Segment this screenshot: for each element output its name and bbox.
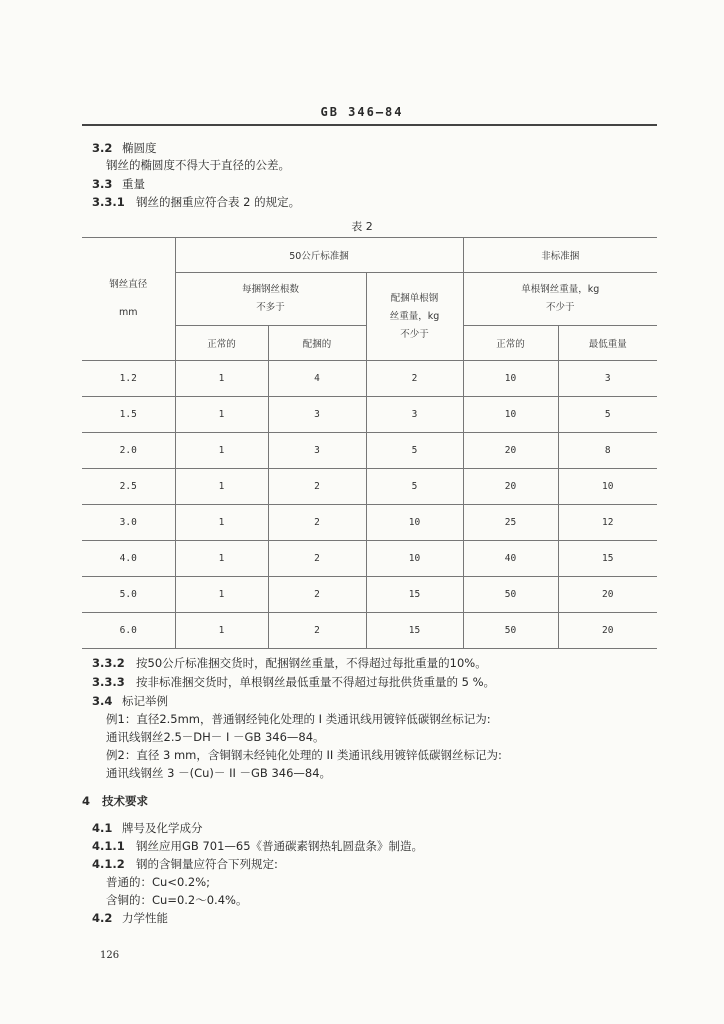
cell: 1	[175, 361, 268, 397]
section-3-3-heading	[92, 176, 145, 192]
cell-diameter: 4.0	[82, 541, 175, 577]
section-number: 4.1	[92, 821, 113, 835]
cell: 1	[175, 433, 268, 469]
cell: 8	[558, 433, 657, 469]
cell: 12	[558, 505, 657, 541]
section-title: 技术要求	[102, 794, 148, 808]
cell: 3	[268, 397, 366, 433]
cell: 20	[558, 613, 657, 649]
section-3-2-text: 钢丝的椭圆度不得大于直径的公差。	[106, 158, 290, 172]
example-1-mark: 通讯线钢丝2.5－DH－ I －GB 346—84。	[106, 730, 325, 744]
cell: 2	[366, 361, 463, 397]
section-3-3-1	[92, 194, 300, 210]
cell: 50	[463, 613, 558, 649]
cell: 15	[366, 613, 463, 649]
cell-diameter: 6.0	[82, 613, 175, 649]
section-text: 钢丝的捆重应符合表 2 的规定。	[136, 195, 301, 209]
cell: 1	[175, 577, 268, 613]
header-diameter: 钢丝直径 mm	[82, 238, 175, 361]
cell: 10	[366, 541, 463, 577]
table-caption: 表 2	[351, 220, 373, 233]
cell: 2	[268, 541, 366, 577]
section-3-3-3	[92, 674, 495, 690]
section-number: 4.2	[92, 911, 113, 925]
section-number: 4.1.1	[92, 839, 125, 853]
header-standard-coil: 50公斤标准捆	[175, 238, 463, 273]
cell-diameter: 1.2	[82, 361, 175, 397]
table-2	[82, 237, 657, 649]
cell: 10	[463, 397, 558, 433]
cell: 1	[175, 613, 268, 649]
section-text: 钢的含铜量应符合下列规定:	[136, 857, 278, 871]
table-row	[82, 433, 657, 469]
section-4-1-1	[92, 838, 423, 854]
section-number: 3.3.1	[92, 195, 125, 209]
cell: 10	[558, 469, 657, 505]
copper-item-2: 含铜的：Cu=0.2～0.4%。	[106, 893, 248, 907]
cell: 2	[268, 613, 366, 649]
table-row	[82, 541, 657, 577]
section-title: 重量	[122, 177, 145, 191]
cell: 1	[175, 469, 268, 505]
header-single-wire-weight-nonstd: 单根钢丝重量，kg 不少于	[463, 273, 657, 326]
cell: 40	[463, 541, 558, 577]
section-title: 椭圆度	[122, 141, 157, 155]
section-number: 3.3.3	[92, 675, 125, 689]
section-text: 钢丝应用GB 701—65《普通碳素钢热轧圆盘条》制造。	[136, 839, 424, 853]
cell: 5	[366, 433, 463, 469]
cell: 5	[366, 469, 463, 505]
example-2-mark: 通讯线钢丝 3 －(Cu)－ II －GB 346—84。	[106, 766, 332, 780]
cell: 5	[558, 397, 657, 433]
cell-diameter: 3.0	[82, 505, 175, 541]
section-4-heading	[82, 793, 148, 809]
section-number: 4.1.2	[92, 857, 125, 871]
section-number: 3.2	[92, 141, 113, 155]
section-number: 3.3	[92, 177, 113, 191]
cell: 50	[463, 577, 558, 613]
table-row	[82, 397, 657, 433]
cell-diameter: 2.0	[82, 433, 175, 469]
cell-diameter: 2.5	[82, 469, 175, 505]
header-single-wire-weight: 配捆单根钢 丝重量，kg 不少于	[366, 273, 463, 361]
section-title: 标记举例	[122, 694, 168, 708]
page-number: 126	[100, 950, 120, 961]
cell: 15	[366, 577, 463, 613]
header-min-weight: 最低重量	[558, 326, 657, 361]
header-wires-per-coil: 每捆钢丝根数 不多于	[175, 273, 366, 326]
section-3-3-2	[92, 655, 487, 671]
cell: 1	[175, 397, 268, 433]
header-nonstandard-coil: 非标准捆	[463, 238, 657, 273]
cell: 2	[268, 505, 366, 541]
section-title: 牌号及化学成分	[122, 821, 203, 835]
cell: 3	[268, 433, 366, 469]
table-row	[82, 469, 657, 505]
section-3-4-heading	[92, 693, 168, 709]
cell: 1	[175, 505, 268, 541]
cell: 1	[175, 541, 268, 577]
copper-item-1: 普通的：Cu<0.2%;	[106, 875, 211, 889]
cell-diameter: 1.5	[82, 397, 175, 433]
cell-diameter: 5.0	[82, 577, 175, 613]
section-number: 3.3.2	[92, 656, 125, 670]
header-matched: 配捆的	[268, 326, 366, 361]
cell: 2	[268, 469, 366, 505]
table-row	[82, 361, 657, 397]
example-1: 例1：直径2.5mm，普通钢经钝化处理的 I 类通讯线用镀锌低碳钢丝标记为:	[106, 712, 491, 726]
cell: 20	[463, 433, 558, 469]
cell: 15	[558, 541, 657, 577]
section-number: 4	[82, 794, 91, 808]
section-text: 按非标准捆交货时，单根钢丝最低重量不得超过每批供货重量的 5 %。	[136, 675, 496, 689]
section-number: 3.4	[92, 694, 113, 708]
header-rule	[82, 124, 657, 126]
header-normal: 正常的	[175, 326, 268, 361]
section-text: 按50公斤标准捆交货时，配捆钢丝重量，不得超过每批重量的10%。	[136, 656, 487, 670]
page-header: GB 346—84	[320, 105, 404, 119]
cell: 10	[366, 505, 463, 541]
section-4-1-heading	[92, 820, 203, 836]
cell: 20	[558, 577, 657, 613]
table-row	[82, 613, 657, 649]
cell: 3	[366, 397, 463, 433]
cell: 25	[463, 505, 558, 541]
cell: 2	[268, 577, 366, 613]
cell: 4	[268, 361, 366, 397]
table-row	[82, 577, 657, 613]
section-title: 力学性能	[122, 911, 168, 925]
example-2: 例2：直径 3 mm，含铜钢未经钝化处理的 II 类通讯线用镀锌低碳钢丝标记为:	[106, 748, 502, 762]
section-3-2-heading	[92, 140, 157, 156]
header-normal-nonstd: 正常的	[463, 326, 558, 361]
cell: 20	[463, 469, 558, 505]
section-4-1-2	[92, 856, 278, 872]
section-4-2-heading	[92, 910, 168, 926]
cell: 10	[463, 361, 558, 397]
table-row	[82, 505, 657, 541]
cell: 3	[558, 361, 657, 397]
